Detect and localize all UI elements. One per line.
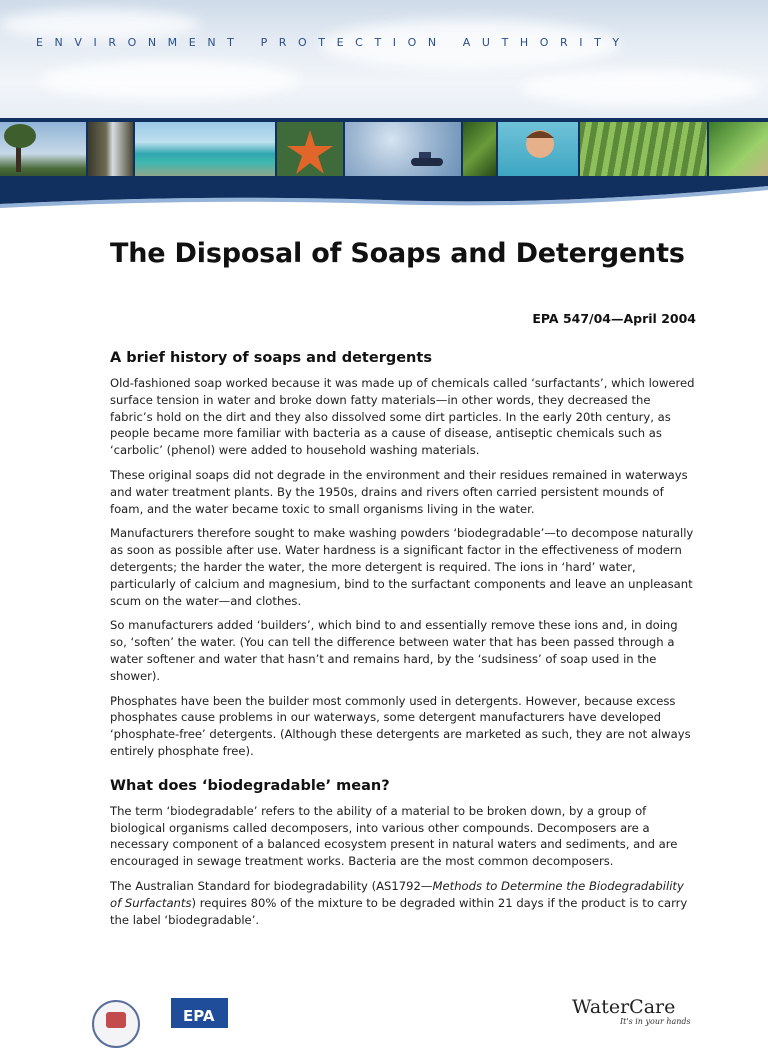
standard-text-before: The Australian Standard for biodegradability (AS1792— bbox=[110, 878, 433, 893]
paragraph: Phosphates have been the builder most commonly used in detergents. However, because excess phosphates cause problems in our waterways, some detergent manufacturers have developed ‘phosphate-free’ detergents. (Although these detergents are marketed as such, they are not always entirely phosphate free). bbox=[110, 693, 691, 758]
photo-strip bbox=[0, 118, 768, 184]
watercare-logo: WaterCare bbox=[572, 996, 676, 1018]
foliage-photo bbox=[463, 122, 496, 180]
coast-photo bbox=[135, 122, 275, 180]
paragraph: Old-fashioned soap worked because it was made up of chemicals called ‘surfactants’, which lowered surface tension in water and broke down fatty materials—in other words, they decreased the fabric’s hold on the dirt and they also dissolved some dirt particles. In the early 20th century, as people became more familiar with bacteria as a cause of disease, antiseptic chemicals such as ‘carbolic’ (phenol) were added to household washing materials. bbox=[110, 376, 695, 458]
paragraph: So manufacturers added ‘builders’, which bind to and essentially remove these ions and, in doing so, ‘soften’ the water. (You can tell the difference between water that has been passed through a water softener and water that hasn’t and remains hard, by the ‘sudsiness’ of soap used in the shower). bbox=[110, 618, 678, 683]
waterfall-photo bbox=[88, 122, 133, 180]
main-content bbox=[110, 350, 696, 936]
document-reference: EPA 547/04—April 2004 bbox=[532, 311, 696, 326]
epa-logo-text: EPA bbox=[183, 1007, 215, 1025]
header-banner bbox=[0, 0, 768, 118]
header-wave bbox=[0, 176, 768, 210]
standard-title: Methods to Determine the Biodegradability of Surfactants bbox=[110, 878, 684, 910]
paragraph: These original soaps did not degrade in the environment and their residues remained in waterways and water treatment plants. By the 1950s, drains and rivers often carried persistent mounds of foam, and the water became toxic to small organisms living in the water. bbox=[110, 467, 688, 516]
boat-photo bbox=[345, 122, 461, 180]
paragraph: Manufacturers therefore sought to make washing powders ‘biodegradable’—to decompose naturally as soon as possible after use. Water hardness is a significant factor in the effectiveness of modern detergents; the harder the water, the more detergent is required. The ions in ‘hard’ water, particularly of calcium and magnesium, bind to the surfactant components and leave an unpleasant scum on the water—and clothes. bbox=[110, 526, 694, 608]
tree-photo bbox=[0, 122, 86, 180]
standard-text-after: ) requires 80% of the mixture to be degraded within 21 days if the product is to carry the label ‘biodegradable’. bbox=[110, 895, 688, 927]
frog-photo bbox=[709, 122, 768, 180]
government-seal-logo bbox=[92, 1000, 140, 1048]
child-swimming-photo bbox=[498, 122, 578, 180]
section-heading-biodegradable: What does ‘biodegradable’ mean? bbox=[110, 777, 390, 794]
standard-paragraph bbox=[110, 878, 696, 928]
page-title: The Disposal of Soaps and Detergents bbox=[110, 238, 685, 269]
section-heading-history: A brief history of soaps and detergents bbox=[110, 350, 432, 366]
organisation-name: ENVIRONMENT PROTECTION AUTHORITY bbox=[36, 36, 631, 49]
starfish-photo bbox=[277, 122, 343, 180]
paragraph: The term ‘biodegradable’ refers to the ability of a material to be broken down, by a group of biological organisms called decomposers, into various other compounds. Decomposers are a necessary component of a balanced ecosystem present in natural waters and sediments, and are encouraged in sewage treatment works. Bacteria are the most common decomposers. bbox=[110, 803, 678, 869]
watercare-tagline: It's in your hands bbox=[620, 1017, 691, 1026]
vineyard-photo bbox=[580, 122, 707, 180]
